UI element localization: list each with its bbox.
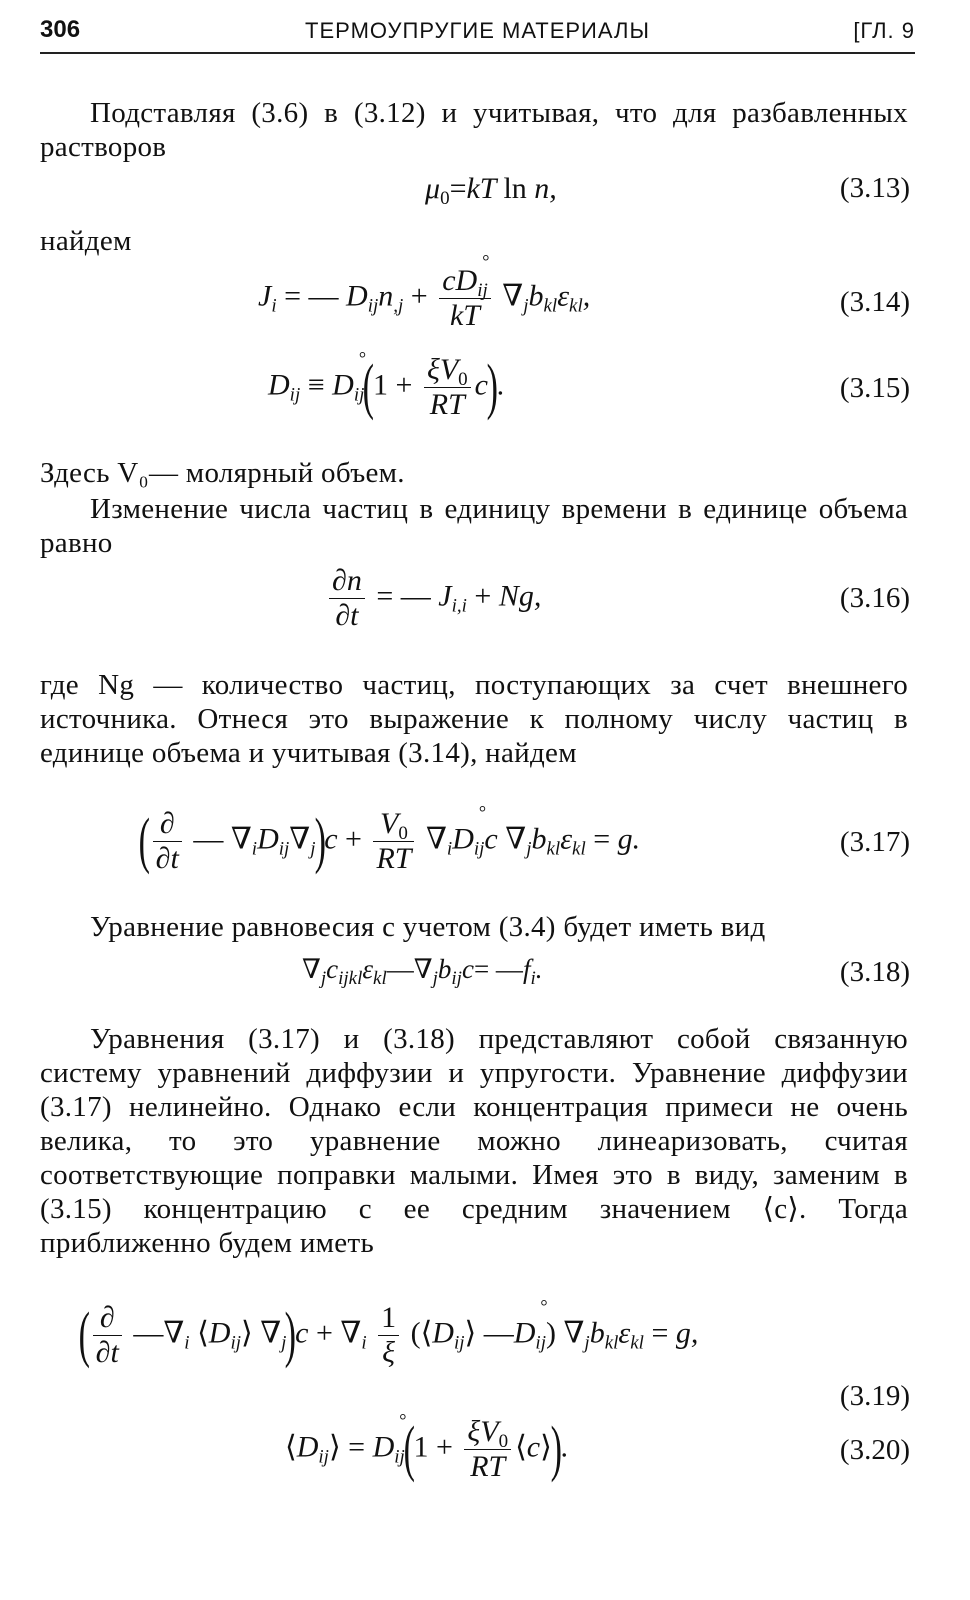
equation-3-19: ( $\frac{\partial}{\partial t}$ $—\nabla_i$ $⟨D_{ij}⟩$ $\nabla_j)c + \nabla_i$ $\frac{1}{\xi}$ ($⟨D_{ij}⟩$ $—D_{ij}$) $\nabla_jb_{kl}\varepsilon_{kl} = g$, bbox=[78, 1301, 699, 1369]
equation-3-19-number-line bbox=[40, 1380, 910, 1416]
running-title: ТЕРМОУПРУГИЕ МАТЕРИАЛЫ bbox=[305, 18, 650, 43]
equation-number: (3.15) bbox=[839, 372, 910, 404]
equation-3-20: $⟨D_{ij}⟩ = D_{ij}(1$ + $\frac{\xi V_0}{RT}$ ⟨c⟩). (3.20) bbox=[285, 1415, 910, 1483]
equation-number: (3.17) bbox=[839, 826, 910, 858]
chapter-label: [ГЛ. 9 bbox=[853, 18, 915, 43]
equation-3-18: $\nabla_jc_{ijkl}\varepsilon_{kl}—\nabla_jb_{ij}c=$ $—f_i$. (3.18) bbox=[302, 954, 910, 989]
paragraph-2: найдем bbox=[40, 225, 132, 257]
paragraph-5: где Ng — количество частиц, поступающих за счет внешнего источника. Отнеся это выражение к полному числу частиц в единице объема и учитывая (3.14), найдем bbox=[40, 669, 908, 769]
paragraph-4: Изменение числа частиц в единицу времени в единице объема равно bbox=[40, 493, 908, 559]
equation-number: (3.16) bbox=[839, 582, 910, 614]
page-number: 306 bbox=[40, 16, 81, 43]
header-rule bbox=[40, 52, 915, 54]
equation-number: (3.19) bbox=[839, 1380, 910, 1412]
page-header bbox=[40, 12, 915, 48]
equation-3-17: ( $\frac{\partial}{\partial t}$ — $\nabla_iD_{ij}\nabla_j)c$ + $\frac{V_0}{RT}$ $\nabla_iD_{ij}c$ $\nabla_jb_{kl}\varepsilon_{kl} = g$. (3.17) bbox=[138, 807, 910, 875]
equation-number: (3.20) bbox=[839, 1434, 910, 1466]
equation-3-16: $\frac{\partial n}{\partial t}$ = — $J_{i,i} + Ng$, (3.16) bbox=[40, 564, 910, 644]
equation-3-13: $\mu_0=kT$ ln n, (3.13) bbox=[425, 172, 910, 209]
equation-3-15: $D_{ij} \equiv D_{ij}(1$ + $\frac{\xi V_0}{RT}$ c). (3.15) bbox=[268, 353, 910, 421]
paragraph-6: Уравнение равновесия с учетом (3.4) будет иметь вид bbox=[90, 911, 766, 943]
paragraph-7: Уравнения (3.17) и (3.18) представляют собой связанную систему уравнений диффузии и упругости. Уравнение диффузии (3.17) нелинейно. Однако если концентрация примеси не очень велика, то это уравнение можно линеаризовать, считая соответствующие поправки малыми. Имея это в виду, заменим в (3.15) концентрацию c ее средним значением ⟨c⟩. Тогда приближенно будем иметь bbox=[40, 1023, 908, 1259]
equation-number: (3.14) bbox=[839, 286, 910, 318]
equation-3-14: $J_i$ = — $D_{ij}n_{,j}$ + $\frac{cD_{ij}}{kT}$ $\nabla_jb_{kl}\varepsilon_{kl}$, (3.14) bbox=[258, 264, 910, 332]
equation-number: (3.13) bbox=[839, 172, 910, 204]
paragraph-1: Подставляя (3.6) в (3.12) и учитывая, что для разбавленных растворов bbox=[40, 97, 908, 163]
equation-number: (3.18) bbox=[839, 956, 910, 988]
paragraph-3: Здесь V₀— молярный объем. bbox=[40, 457, 405, 489]
